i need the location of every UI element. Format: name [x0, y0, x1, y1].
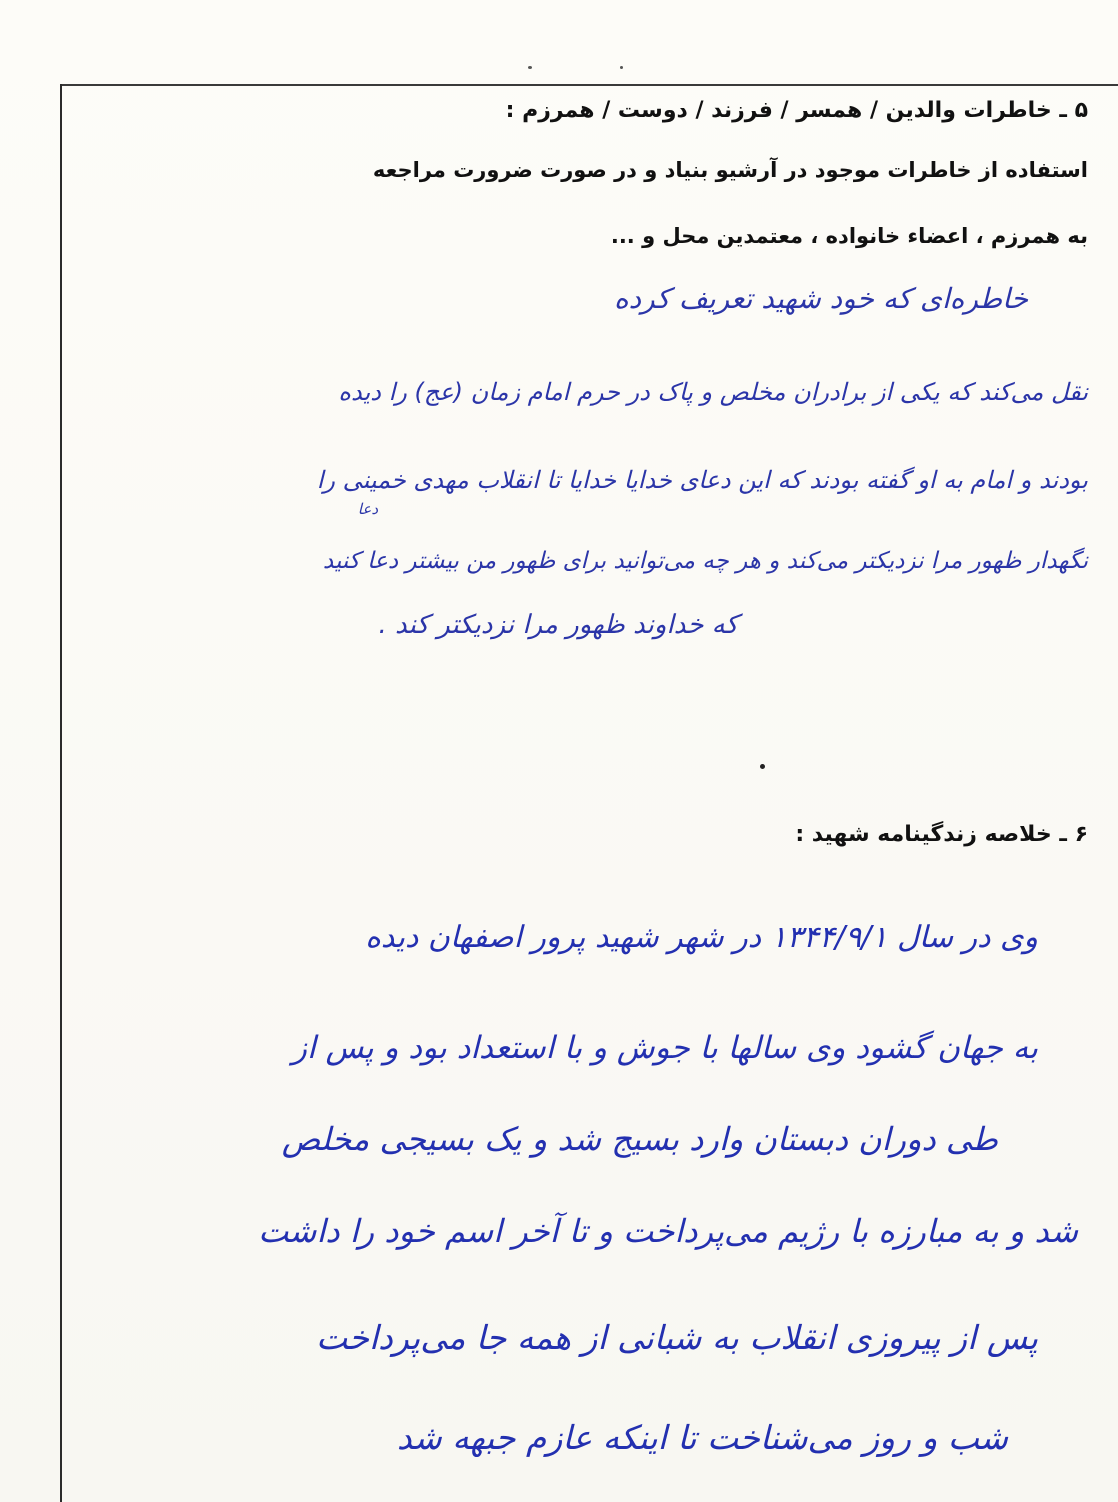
section6-heading: ۶ ـ خلاصه زندگینامه شهید : — [795, 822, 1088, 847]
section5-instruction-line1: استفاده از خاطرات موجود در آرشیو بنیاد و در صورت ضرورت مراجعه — [372, 158, 1088, 182]
handwritten-biography-line: شب و روز می‌شناخت تا اینکه عازم جبهه شد — [396, 1418, 1008, 1457]
scan-speck — [760, 764, 765, 769]
section5-heading: ۵ ـ خاطرات والدین / همسر / فرزند / دوست / همرزم : — [505, 98, 1088, 123]
handwritten-memory-line: که خداوند ظهور مرا نزدیکتر کند . — [378, 610, 738, 640]
handwritten-memory-line: نگهدار ظهور مرا نزدیکتر می‌کند و هر چه می‌توانید برای ظهور من بیشتر دعا کنید — [322, 548, 1088, 574]
handwritten-memory-title: خاطره‌ای که خود شهید تعریف کرده — [614, 282, 1028, 315]
left-margin-line — [60, 84, 62, 1502]
handwritten-memory-line: نقل می‌کند که یکی از برادران مخلص و پاک در حرم امام زمان (عج) را دیده — [338, 378, 1088, 406]
handwritten-biography-line: به جهان گشود وی سالها با جوش و با استعداد بود و پس از — [292, 1030, 1038, 1066]
handwritten-biography-line: پس از پیروزی انقلاب به شبانی از همه جا می‌پرداخت — [316, 1318, 1038, 1357]
handwritten-memory-line: بودند و امام به او گفته بودند که این دعای خدایا خدایا تا انقلاب مهدی خمینی را — [316, 466, 1088, 494]
scan-speck — [528, 66, 532, 69]
handwritten-biography-line: وی در سال ۱۳۴۴/۹/۱ در شهر شهید پرور اصفهان دیده — [365, 920, 1038, 955]
handwritten-insertion: دعا — [357, 500, 378, 518]
handwritten-biography-line: شد و به مبارزه با رژیم می‌پرداخت و تا آخر اسم خود را داشت — [258, 1212, 1078, 1250]
section5-instruction-line2: به همرزم ، اعضاء خانواده ، معتمدین محل و ... — [610, 224, 1088, 248]
handwritten-biography-line: طی دوران دبستان وارد بسیج شد و یک بسیجی مخلص — [281, 1120, 998, 1158]
scan-speck — [620, 66, 623, 69]
top-border-line — [60, 84, 1118, 86]
